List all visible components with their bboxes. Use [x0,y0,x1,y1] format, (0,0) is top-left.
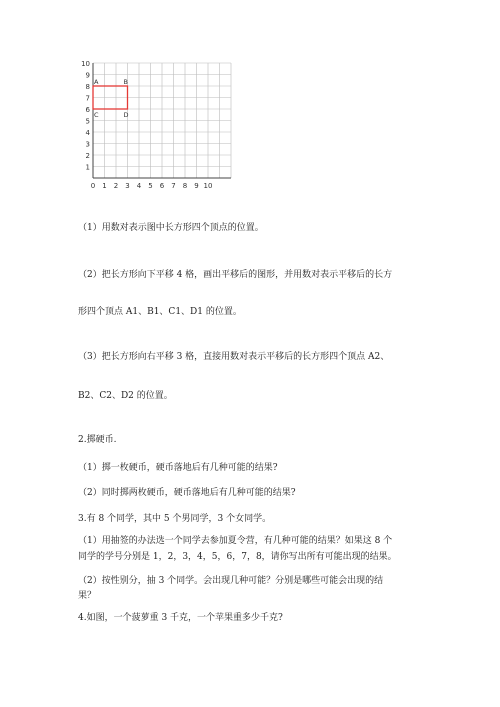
x-tick-label: 6 [159,182,165,190]
vertex-label-c: C [94,111,99,119]
y-tick-label: 9 [85,71,90,80]
x-tick-label: 7 [171,182,176,190]
vertex-label-b: B [123,78,128,86]
x-tick-label: 2 [113,182,119,190]
vertex-label-a: A [94,78,99,86]
y-tick-label: 6 [85,106,90,114]
x-tick-label: 8 [182,182,188,190]
y-tick-label: 5 [85,117,90,126]
vertex-label-d: D [123,111,129,119]
y-tick-label: 7 [85,94,90,103]
y-tick-label: 3 [85,140,90,149]
problem-2-title: 2.掷硬币. [78,435,117,445]
problem-3-2-line1: （2）按性别分，抽 3 个同学。会出现几种可能？分别是哪些可能会出现的结 [78,576,384,586]
x-tick-label: 5 [148,182,153,190]
coordinate-grid [80,50,240,200]
question-1-2-line2: 形四个顶点 A1、B1、C1、D1 的位置。 [78,307,242,317]
x-tick-label: 4 [136,182,142,190]
problem-3-1-line1: （1）用抽签的办法选一个同学去参加夏令营，有几种可能的结果？如果这 8 个 [78,536,393,546]
x-tick-label: 0 [90,182,96,190]
y-tick-label: 4 [85,129,90,137]
x-tick-label: 3 [125,182,130,190]
problem-3-2-line2: 果？ [78,591,97,601]
problem-3-1-line2: 同学的学号分别是 1，2，3，4，5，6，7，8，请你写出所有可能出现的结果。 [78,552,397,562]
question-1-3-line2: B2、C2、D2 的位置。 [78,391,173,401]
grid-svg [80,50,240,200]
y-tick-label: 10 [81,60,90,68]
problem-3-title: 3.有 8 个同学，其中 5 个男同学，3 个女同学。 [78,514,272,524]
x-tick-label: 9 [194,182,199,190]
problem-4-title: 4.如图，一个菠萝重 3 千克，一个苹果重多少千克? [78,613,283,623]
problem-2-2: （2）同时掷两枚硬币，硬币落地后有几种可能的结果? [78,488,296,498]
x-tick-label: 1 [102,182,107,190]
x-tick-label: 10 [203,182,213,190]
y-tick-label: 8 [85,83,90,91]
question-1-1: （1）用数对表示图中长方形四个顶点的位置。 [78,223,264,233]
question-1-2-line1: （2）把长方形向下平移 4 格，画出平移后的图形，并用数对表示平移后的长方 [78,270,393,280]
y-tick-label: 1 [85,163,90,172]
problem-2-1: （1）掷一枚硬币，硬币落地后有几种可能的结果? [78,463,278,473]
question-1-3-line1: （3）把长方形向右平移 3 格，直接用数对表示平移后的长方形四个顶点 A2、 [78,352,390,362]
y-tick-label: 2 [85,152,90,160]
